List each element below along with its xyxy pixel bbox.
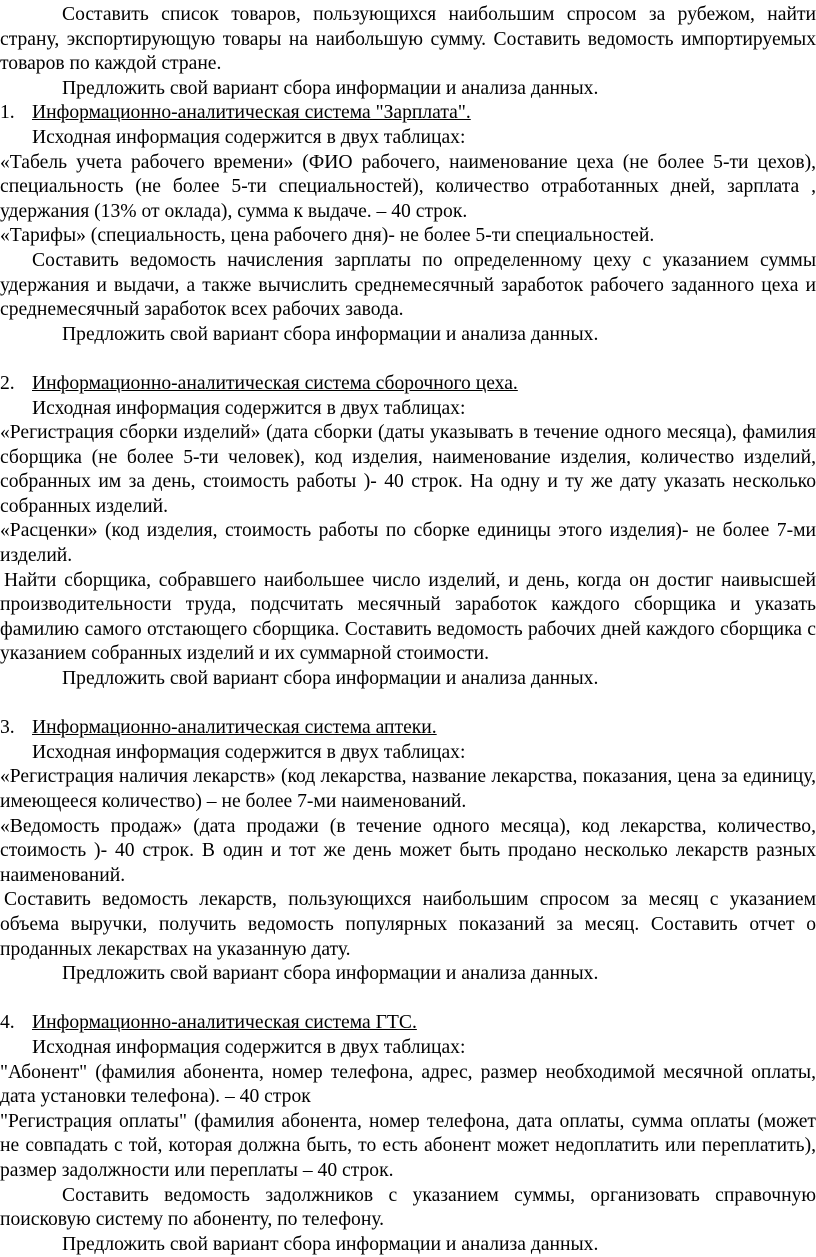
section-2-number: 2. [0, 372, 15, 394]
section-4-title: Информационно-аналитическая система ГТС. [32, 1012, 417, 1034]
section-1-source-info: Исходная информация содержится в двух таблицах: [32, 126, 466, 148]
section-3-table2-description: «Ведомость продаж» (дата продажи (в течение одного месяца), код лекарства, количество, стоимость )- 40 строк. В один и тот же день может быть продано несколько лекарств разных наименований. [0, 815, 816, 886]
section-spacer [0, 692, 816, 717]
section-2-table2-description: «Расценки» (код изделия, стоимость работы по сборке единицы этого изделия)- не более 7-ми изделий. [0, 520, 816, 567]
intro-task-text: Составить список товаров, пользующихся наибольшим спросом за рубежом, найти страну, экспортирующую товары на наибольшую сумму. Составить ведомость импортируемых товаров по каждой стране. [0, 4, 816, 75]
section-1-table1-description: «Табель учета рабочего времени» (ФИО рабочего, наименование цеха (не более 5-ти цехов), специальность (не более 5-ти специальностей), количество отработанных дней, зарплата , удержания (13% от оклада), сумма к выдаче. – 40 строк. [0, 151, 816, 222]
section-1-number: 1. [0, 102, 15, 124]
section-2-title: Информационно-аналитическая система сборочного цеха. [32, 372, 518, 394]
section-3-title: Информационно-аналитическая система аптеки. [32, 717, 437, 739]
section-1-heading [0, 101, 816, 126]
section-3-propose: Предложить свой вариант сбора информации и анализа данных. [62, 963, 599, 985]
section-3-heading [0, 716, 816, 741]
section-spacer [0, 987, 816, 1012]
section-4-propose: Предложить свой вариант сбора информации и анализа данных. [62, 1233, 599, 1255]
section-2-source-info: Исходная информация содержится в двух таблицах: [32, 397, 466, 419]
section-1-task: Составить ведомость начисления зарплаты по определенному цеху с указанием суммы удержания и выдачи, а также вычислить среднемесячный заработок рабочего заданного цеха и среднемесячный заработок всех рабочих завода. [0, 249, 816, 321]
section-1-table2-description: «Тарифы» (специальность, цена рабочего дня)- не более 5-ти специальностей. [0, 225, 655, 247]
section-3-number: 3. [0, 717, 15, 739]
section-3-task: Составить ведомость лекарств, пользующихся наибольшим спросом за месяц с указанием объема выручки, получить ведомость популярных показаний за месяц. Составить отчет о проданных лекарствах на указанную дату. [0, 889, 816, 960]
section-4-number: 4. [0, 1012, 15, 1034]
section-2-task: Найти сборщика, собравшего наибольшее число изделий, и день, когда он достиг наивысшей производительности труда, подсчитать месячный заработок каждого сборщика и указать фамилию самого отстающего сборщика. Составить ведомость рабочих дней каждого сборщика с указанием собранных изделий и их суммарной стоимости. [0, 569, 816, 665]
section-1-propose: Предложить свой вариант сбора информации и анализа данных. [62, 323, 599, 345]
section-4-task: Составить ведомость задолжников с указанием суммы, организовать справочную поисковую систему по абоненту, по телефону. [0, 1184, 816, 1231]
section-4-heading [0, 1011, 816, 1036]
section-2-table1-description: «Регистрация сборки изделий» (дата сборки (даты указывать в течение одного месяца), фамилия сборщика (не более 5-ти человек), код изделия, наименование изделия, количество изделий, собранных им за день, стоимость работы )- 40 строк. На одну и ту же дату указать несколько собранных изделий. [0, 422, 816, 517]
section-3-table1-description: «Регистрация наличия лекарств» (код лекарства, название лекарства, показания, цена за единицу, имеющееся количество) – не более 7-ми наименований. [0, 766, 816, 812]
intro-propose-text: Предложить свой вариант сбора информации и анализа данных. [62, 77, 599, 99]
section-4-source-info: Исходная информация содержится в двух таблицах: [32, 1036, 466, 1058]
section-2-heading [0, 372, 816, 397]
section-spacer [0, 347, 816, 372]
section-1-title: Информационно-аналитическая система "Зарплата". [32, 102, 471, 124]
section-4-table1-description: "Абонент" (фамилия абонента, номер телефона, адрес, размер необходимой месячной оплаты, дата установки телефона). – 40 строк [0, 1061, 816, 1108]
section-4-table2-description: "Регистрация оплаты" (фамилия абонента, номер телефона, дата оплаты, сумма оплаты (может не совпадать с той, которая должна быть, то есть абонент может недоплатить или переплатить), размер задолжности или переплаты – 40 строк. [0, 1110, 816, 1181]
section-3-source-info: Исходная информация содержится в двух таблицах: [32, 741, 466, 763]
document-page [0, 3, 816, 1257]
section-2-propose: Предложить свой вариант сбора информации и анализа данных. [62, 668, 599, 690]
